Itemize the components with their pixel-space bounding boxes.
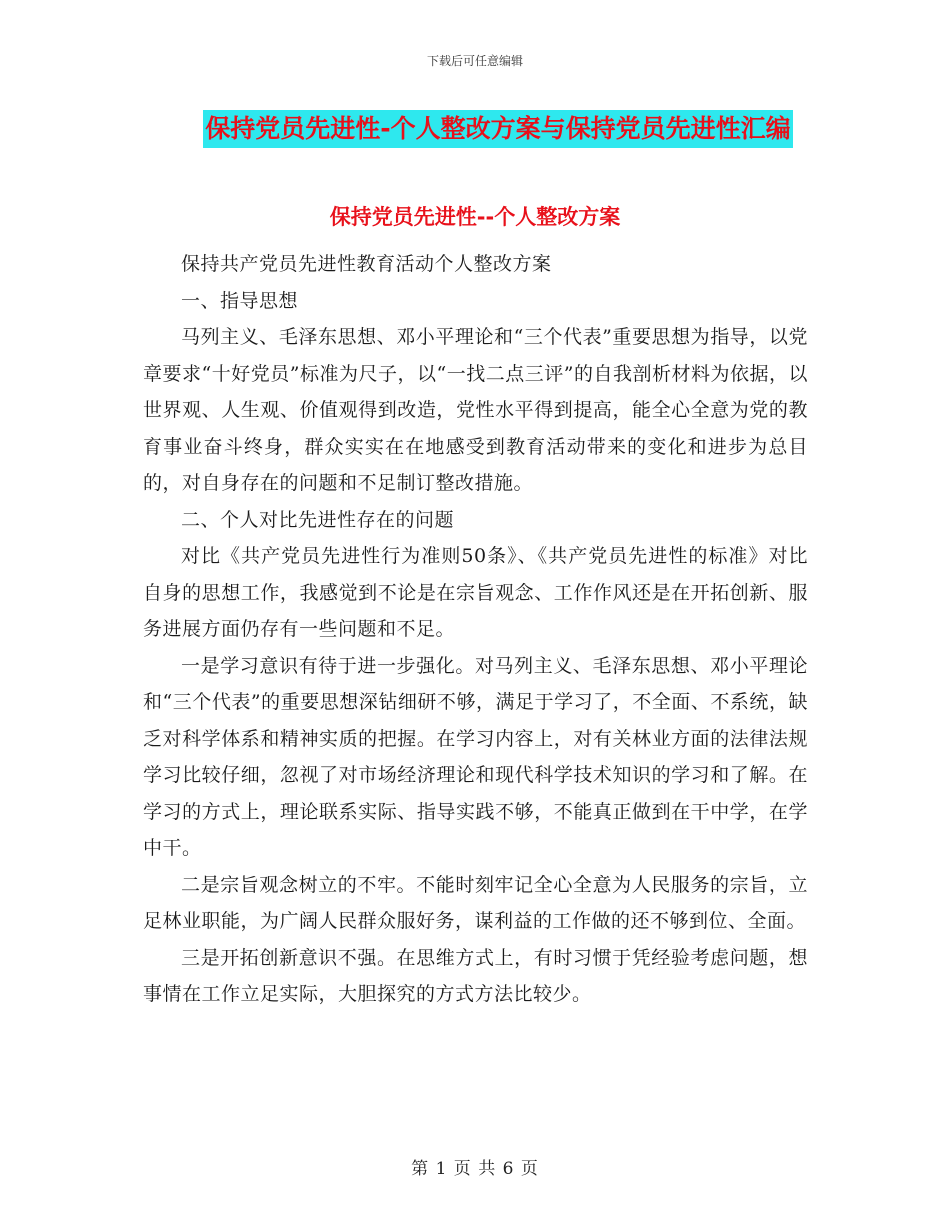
page-footer: 第 1 页 共 6 页 [411, 1159, 539, 1179]
main-title: 保持党员先进性-个人整改方案与保持党员先进性汇编 [203, 110, 792, 148]
paragraph: 二是宗旨观念树立的不牢。不能时刻牢记全心全意为人民服务的宗旨，立足林业职能，为广阔人民群众服好务，谋利益的工作做的还不够到位、全面。 [143, 873, 808, 932]
body-text [143, 246, 808, 1013]
header-note: 下载后可任意编辑 [426, 54, 523, 68]
paragraph: 一是学习意识有待于进一步强化。对马列主义、毛泽东思想、邓小平理论和“三个代表”的重要思想深钻细研不够，满足于学习了，不全面、不系统，缺乏对科学体系和精神实质的把握。在学习内容上，对有关林业方面的法律法规学习比较仔细，忽视了对市场经济理论和现代科学技术知识的学习和了解。在学习的方式上，理论联系实际、指导实践不够，不能真正做到在干中学，在学中干。 [143, 654, 808, 859]
paragraph: 一、指导思想 [181, 289, 299, 312]
paragraph: 对比《共产党员先进性行为准则50条》、《共产党员先进性的标准》对比自身的思想工作，我感觉到不论是在宗旨观念、工作作风还是在开拓创新、服务进展方面仍存有一些问题和不足。 [143, 545, 808, 640]
paragraph: 三是开拓创新意识不强。在思维方式上，有时习惯于凭经验考虑问题，想事情在工作立足实际，大胆探究的方式方法比较少。 [143, 946, 808, 1005]
sub-title: 保持党员先进性--个人整改方案 [329, 205, 621, 229]
paragraph: 保持共产党员先进性教育活动个人整改方案 [181, 253, 552, 275]
main-title-container [0, 110, 950, 148]
paragraph: 二、个人对比先进性存在的问题 [181, 508, 455, 531]
paragraph: 马列主义、毛泽东思想、邓小平理论和“三个代表”重要思想为指导，以党章要求“十好党员”标准为尺子，以“一找二点三评”的自我剖析材料为依据，以世界观、人生观、价值观得到改造，党性水平得到提高，能全心全意为党的教育事业奋斗终身，群众实实在在地感受到教育活动带来的变化和进步为总目的，对自身存在的问题和不足制订整改措施。 [143, 326, 808, 494]
